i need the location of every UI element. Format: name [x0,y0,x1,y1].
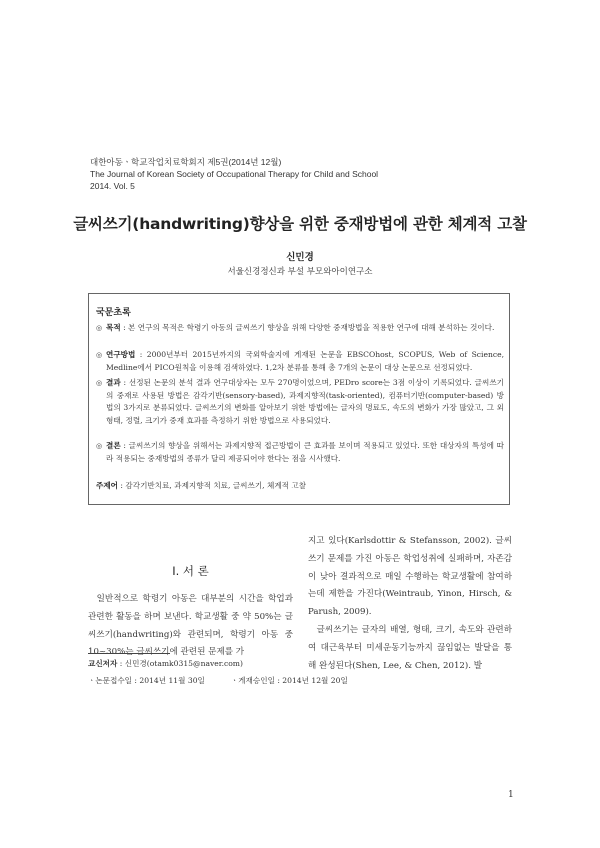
abstract-item-purpose [96,322,504,335]
abstract-text: : 2000년부터 2015년까지의 국외학술지에 게재된 논문을 EBSCOhost, SCOPUS, Web of Science, Medline에서 PICO원칙을 이용해 검색하였다. 1,2차 분류를 통해 총 7개의 논문이 대상 논문으로 선정되었다. [106,350,504,372]
abstract-text: : 글씨쓰기의 향상을 위해서는 과제지향적 접근방법이 큰 효과를 보이며 적용되고 있었다. 또한 대상자의 특성에 따라 적용되는 중재방법의 종류가 달리 제공되어야 한다는 점을 시사했다. [106,441,504,463]
page-number: 1 [508,790,514,800]
footnote-rule [88,653,170,654]
corresponding-text: : 신민경(otamk0315@naver.com) [117,659,243,668]
keywords-text: : 감각기반치료, 과제지향적 치료, 글씨쓰기, 체계적 고찰 [118,481,307,490]
journal-name-english: The Journal of Korean Society of Occupational Therapy for Child and School [90,169,379,179]
abstract-item-results [96,377,504,427]
abstract-label: 목적 [106,323,121,332]
body-paragraph: 지고 있다(Karlsdottir & Stefansson, 2002). 글씨쓰기 문제를 가진 아동은 학업성취에 실패하며, 자존감이 낮아 결과적으로 매일 수행하는 학교생활에 참여하는데 제한을 가진다(Weintraub, Yinon, Hirsch, & Parush, 2009). [308,536,512,618]
paper-title: 글씨쓰기(handwriting)향상을 위한 중재방법에 관한 체계적 고찰 [73,215,527,233]
keywords-label: 주제어 [96,481,119,490]
abstract-label: 결과 [106,378,121,387]
bullet-icon: ◎ [96,442,103,450]
abstract-item-method [96,349,504,374]
body-paragraph: 일반적으로 학령기 아동은 대부분의 시간을 학업과 관련한 활동을 하며 보낸다. 학교생활 중 약 50%는 글씨쓰기(handwriting)와 관련되며, 학령기 아동 중 10~30%는 글씨쓰기에 관련된 문제를 가 [88,594,293,658]
accepted-date: ㆍ게재승인일 : 2014년 12월 20일 [230,676,348,685]
body-left-column [88,591,293,662]
body-paragraph: 글씨쓰기는 글자의 배열, 형태, 크기, 속도와 관련하여 대근육부터 미세운동기능까지 끊임없는 발달을 통해 완성된다(Shen, Lee, & Chen, 2012). 발 [308,624,512,671]
bullet-icon: ◎ [96,351,103,359]
abstract-text: : 본 연구의 목적은 학령기 아동의 글씨쓰기 향상을 위해 다양한 중재방법을 적용한 연구에 대해 분석하는 것이다. [120,323,495,332]
journal-name-korean: 대한아동ㆍ학교작업치료학회지 제5권(2014년 12월) [90,157,282,167]
section-heading: Ⅰ. 서 론 [172,564,209,578]
keywords [96,480,306,491]
body-right-column [308,533,512,675]
corresponding-label: 교신저자 [88,659,118,668]
journal-header [90,156,378,192]
journal-volume: 2014. Vol. 5 [90,181,135,191]
received-date: ㆍ논문접수일 : 2014년 11월 30일 [88,676,205,685]
bullet-icon: ◎ [96,324,103,332]
abstract-heading: 국문초록 [96,308,131,318]
abstract-item-conclusion [96,440,504,465]
author-name: 신민경 [286,252,314,263]
abstract-label: 결론 [106,441,121,450]
abstract-text: : 선정된 논문의 분석 결과 연구대상자는 모두 270명이었으며, PEDro score는 3점 이상이 기록되었다. 글씨쓰기의 중재로 사용된 방법은 감각기반(sensory-based), 과제지향적(task-oriented), 컴퓨터기반(computer-based) 방법의 3가지로 분류되었다. 글씨쓰기의 변화를 알아보기 위한 방법에는 글자의 명료도, 속도의 변화가 가장 많았고, 그 외 형태, 정렬, 크기가 중재 효과를 측정하기 위한 방법으로 사용되었다. [106,378,504,425]
abstract-label: 연구방법 [106,350,136,359]
submission-dates [88,675,374,686]
author-affiliation: 서울신경정신과 부설 부모와아이연구소 [227,267,373,277]
bullet-icon: ◎ [96,379,103,387]
corresponding-author [88,658,243,669]
